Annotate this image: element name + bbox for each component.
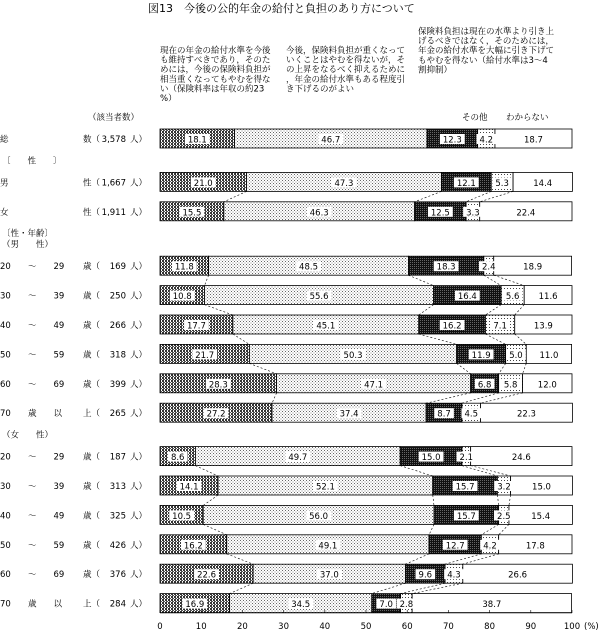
connector-line — [419, 334, 457, 344]
bar-label: 12.0 — [537, 380, 557, 391]
connector-line — [485, 334, 505, 344]
bar-label: 5.8 — [503, 380, 518, 391]
connector-line — [497, 495, 498, 505]
bar-label: 48.5 — [299, 262, 318, 273]
bar-label: 15.0 — [421, 453, 441, 464]
row-label-left: 50 — [0, 540, 11, 551]
connector-line — [426, 393, 470, 403]
bar-label: 52.1 — [315, 482, 335, 493]
bar-label: 3.2 — [497, 482, 511, 493]
connector-line — [481, 393, 523, 403]
connector-line — [499, 363, 506, 373]
row-count-unit: 人） — [130, 409, 148, 420]
x-tick-label: 30 — [278, 622, 290, 632]
bar-label: 12.1 — [456, 178, 476, 189]
row-label-right: 上（ — [83, 409, 101, 420]
row-count-unit: 人） — [130, 178, 148, 189]
connector-line — [372, 583, 406, 593]
bar-label: 7.1 — [493, 321, 507, 332]
x-tick-label: 0 — [157, 622, 163, 632]
connector-line — [195, 466, 218, 476]
row-count-unit: 人） — [130, 379, 148, 390]
bar-label: 21.7 — [195, 350, 215, 361]
bar-label: 12.7 — [445, 541, 465, 552]
row-label-right: 歳（ — [83, 452, 101, 463]
connector-line — [230, 583, 253, 593]
bar-label: 38.7 — [482, 600, 502, 611]
bar-label: 10.8 — [172, 292, 192, 303]
row-count: 1,667 — [101, 178, 126, 189]
row-label-left: 60 — [0, 379, 11, 390]
bar-label: 10.5 — [172, 511, 192, 522]
bar-label: 16.2 — [183, 541, 203, 552]
connector-line — [408, 275, 433, 285]
row-label-mid: 歳 以 — [28, 409, 63, 420]
connector-line — [227, 554, 253, 564]
legend-series-4: その他 — [462, 113, 488, 123]
row-label-right: 歳（ — [83, 350, 101, 361]
bar-label: 15.0 — [532, 482, 551, 493]
row-label-mid: ～ 59 — [28, 540, 65, 551]
bar-label: 11.8 — [174, 262, 194, 273]
legend-series-2: 今後，保険料負担が重くなっていくことはやむを得ないが，その上昇をなるべく抑えるために，年金の給付水準もある程度引き下げるのがよい — [286, 46, 406, 95]
row-label-right: 歳（ — [83, 379, 101, 390]
bar-label: 37.0 — [319, 570, 339, 581]
row-label-mid: 歳 以 — [28, 599, 63, 610]
row-count: 266 — [109, 321, 126, 331]
bar-label: 12.5 — [430, 208, 450, 219]
connector-line — [480, 191, 513, 201]
bar-label: 27.2 — [206, 409, 226, 420]
row-label-right: 歳（ — [83, 482, 101, 492]
bar-label: 47.1 — [364, 380, 384, 391]
row-label-right: 歳（ — [83, 540, 101, 551]
row-count: 426 — [109, 540, 126, 551]
bar-label: 15.7 — [455, 482, 475, 493]
bar-label: 2.5 — [497, 511, 511, 522]
group-header: 〔 性 〕 — [2, 156, 62, 167]
group-header: 〔性・年齢〕 — [2, 229, 54, 240]
bar-label: 11.0 — [539, 350, 559, 361]
bar-label: 49.1 — [318, 541, 338, 552]
connector-line — [457, 363, 471, 373]
bar-label: 4.2 — [479, 135, 494, 146]
bar-label: 3.3 — [466, 208, 480, 219]
bar-label: 5.3 — [495, 178, 509, 189]
row-label-right: 歳（ — [83, 570, 101, 581]
bar-label: 22.6 — [197, 570, 217, 581]
row-label-left: 30 — [0, 291, 11, 302]
bar-label: 16.2 — [442, 321, 462, 332]
row-label-right: 歳（ — [83, 262, 101, 273]
bar-label: 11.6 — [538, 292, 558, 303]
connector-line — [249, 363, 276, 373]
bar-label: 28.3 — [208, 380, 228, 391]
row-count-unit: 人） — [130, 262, 148, 273]
connector-line — [433, 495, 434, 505]
chart-title: 図13 今後の公的年金の給付と負担のあり方について — [148, 2, 415, 15]
bar-label: 7.0 — [379, 600, 393, 611]
group-header: （女 性） — [2, 430, 54, 441]
x-axis-unit: (%) — [584, 622, 599, 632]
bar-label: 26.6 — [508, 570, 528, 581]
row-count-unit: 人） — [130, 321, 148, 331]
bar-label: 49.7 — [288, 453, 308, 464]
row-count: 265 — [109, 409, 126, 420]
connector-line — [412, 583, 463, 593]
bar-label: 14.1 — [179, 482, 199, 493]
row-label-left: 総 — [0, 135, 9, 145]
respondent-header: （該当者数） — [88, 113, 140, 123]
row-count: 284 — [109, 599, 126, 610]
row-label-mid: ～ 69 — [28, 379, 65, 390]
connector-line — [224, 191, 247, 201]
row-label-mid: ～ 69 — [28, 570, 65, 581]
row-label-mid: ～ 59 — [28, 350, 65, 361]
connector-line — [419, 305, 434, 315]
bar-label: 17.7 — [186, 321, 206, 332]
connector-line — [203, 495, 218, 505]
row-count: 3,578 — [101, 135, 126, 145]
bar-label: 56.0 — [309, 511, 329, 522]
connector-line — [272, 393, 277, 403]
x-tick-label: 10 — [195, 622, 207, 632]
connector-line — [485, 305, 501, 315]
x-tick-label: 80 — [484, 622, 496, 632]
row-label-left: 女 — [0, 207, 9, 218]
bar-label: 4.2 — [483, 541, 497, 552]
row-label-left: 40 — [0, 511, 11, 522]
bar-label: 46.7 — [321, 135, 341, 146]
row-label-mid: ～ 29 — [28, 452, 65, 463]
bar-label: 2.8 — [399, 600, 414, 611]
row-count: 325 — [109, 511, 126, 522]
bar-label: 15.7 — [456, 511, 476, 522]
x-axis — [157, 610, 598, 632]
bar-label: 5.0 — [509, 350, 523, 361]
row-count-unit: 人） — [130, 599, 148, 610]
bar-label: 17.8 — [525, 541, 545, 552]
connector-line — [406, 554, 429, 564]
x-tick-label: 100 — [563, 622, 581, 632]
connector-line — [515, 334, 527, 344]
x-tick-label: 50 — [360, 622, 372, 632]
row-label-right: 上（ — [83, 599, 101, 610]
bar-label: 4.5 — [464, 409, 479, 420]
bar-label: 2.4 — [482, 262, 496, 273]
connector-line — [203, 524, 226, 534]
row-label-left: 30 — [0, 482, 11, 492]
bar-label: 16.4 — [457, 292, 477, 303]
row-label-left: 20 — [0, 262, 11, 273]
bar-label: 14.4 — [533, 178, 553, 189]
legend-series-1: 現在の年金の給付水準を今後も維持すべきであり，そのためには，今後の保険料負担が相当重くなってもやむを得ない（保険料率は年収の約23 %） — [160, 46, 271, 104]
row-count: 313 — [109, 482, 126, 492]
row-label-left: 50 — [0, 350, 11, 361]
row-count: 250 — [109, 291, 126, 302]
row-label-right: 歳（ — [83, 321, 101, 331]
connector-line — [481, 524, 498, 534]
connector-line — [523, 363, 527, 373]
connector-line — [204, 305, 232, 315]
bar-label: 47.3 — [334, 178, 354, 189]
bar-label: 15.5 — [182, 208, 202, 219]
bar-label: 22.3 — [517, 409, 536, 420]
bar-label: 16.9 — [185, 600, 205, 611]
connector-line — [204, 275, 208, 285]
legend-series-5: わからない — [506, 113, 549, 123]
x-tick-label: 20 — [236, 622, 248, 632]
connector-line — [400, 466, 433, 476]
row-count-unit: 人） — [130, 291, 148, 302]
row-label-right: 数（ — [83, 135, 101, 145]
row-count-unit: 人） — [130, 540, 148, 551]
bar-label: 4.3 — [447, 570, 461, 581]
row-label-left: 70 — [0, 409, 11, 420]
bar-label: 50.3 — [343, 350, 363, 361]
bar-label: 8.6 — [170, 453, 185, 464]
bar-label: 6.8 — [477, 380, 492, 391]
row-count-unit: 人） — [130, 511, 148, 522]
connector-line — [515, 305, 524, 315]
row-label-mid: ～ 39 — [28, 291, 65, 302]
row-count-unit: 人） — [130, 570, 148, 581]
row-label-mid: ～ 29 — [28, 262, 65, 273]
row-label-left: 60 — [0, 570, 11, 581]
connector-line — [509, 495, 511, 505]
bar-label: 12.3 — [442, 135, 462, 146]
row-label-right: 性（ — [83, 178, 101, 189]
row-label-right: 歳（ — [83, 511, 101, 522]
row-count: 1,911 — [101, 207, 126, 218]
x-tick-label: 90 — [525, 622, 537, 632]
row-label-mid: ～ 39 — [28, 482, 65, 492]
bar-label: 18.3 — [436, 262, 456, 273]
connector-line — [462, 466, 497, 476]
row-count-unit: 人） — [130, 350, 148, 361]
row-label-mid: ～ 49 — [28, 511, 65, 522]
row-label-right: 性（ — [83, 207, 101, 218]
connector-line — [463, 554, 499, 564]
row-count-unit: 人） — [130, 482, 148, 492]
x-tick-label: 70 — [442, 622, 454, 632]
bar-label: 13.9 — [533, 321, 553, 332]
bar-label: 46.3 — [309, 208, 329, 219]
row-count: 376 — [109, 570, 126, 581]
bar-label: 11.9 — [471, 350, 491, 361]
bar-label: 18.9 — [523, 262, 543, 273]
bar-label: 22.4 — [516, 208, 536, 219]
row-count: 187 — [109, 452, 126, 463]
row-label-left: 20 — [0, 452, 11, 463]
connector-line — [233, 334, 249, 344]
bar-label: 37.4 — [339, 409, 359, 420]
row-label-left: 70 — [0, 599, 11, 610]
row-count: 399 — [109, 379, 126, 390]
bar-label: 18.7 — [524, 135, 543, 146]
x-tick-label: 40 — [319, 622, 331, 632]
bar-label: 5.6 — [505, 292, 520, 303]
bar-label: 15.4 — [531, 511, 551, 522]
group-header: （男 性） — [2, 240, 54, 251]
rows-layer — [0, 129, 572, 613]
bar-label: 45.1 — [316, 321, 336, 332]
bar-label: 34.5 — [291, 600, 311, 611]
bar-label: 21.0 — [193, 178, 213, 189]
connector-line — [429, 524, 434, 534]
bar-label: 55.6 — [309, 292, 329, 303]
row-label-mid: ～ 49 — [28, 321, 65, 331]
bar-label: 18.1 — [187, 135, 207, 146]
row-count-unit: 人） — [130, 207, 148, 218]
connector-line — [462, 393, 499, 403]
row-count: 169 — [109, 262, 126, 273]
connector-line — [415, 191, 442, 201]
bar-label: 2.1 — [459, 453, 474, 464]
legend-series-3: 保険料負担は現在の水準より引き上げるべきではなく，そのためには，年金の給付水準を大幅に引き下げてもやむを得ない（給付水準は3～4 割抑制） — [418, 27, 555, 76]
bar-label: 8.7 — [437, 409, 451, 420]
connector-line — [466, 191, 491, 201]
row-label-left: 40 — [0, 321, 11, 331]
row-count-unit: 人） — [130, 452, 148, 463]
connector-line — [471, 466, 511, 476]
connector-line — [445, 554, 481, 564]
x-tick-label: 60 — [401, 622, 413, 632]
row-count: 318 — [109, 350, 126, 361]
connector-line — [499, 524, 509, 534]
row-label-right: 歳（ — [83, 291, 101, 302]
bar-label: 24.6 — [511, 453, 531, 464]
bar-label: 9.6 — [418, 570, 433, 581]
row-count-unit: 人） — [130, 135, 148, 145]
row-label-left: 男 — [0, 178, 9, 189]
